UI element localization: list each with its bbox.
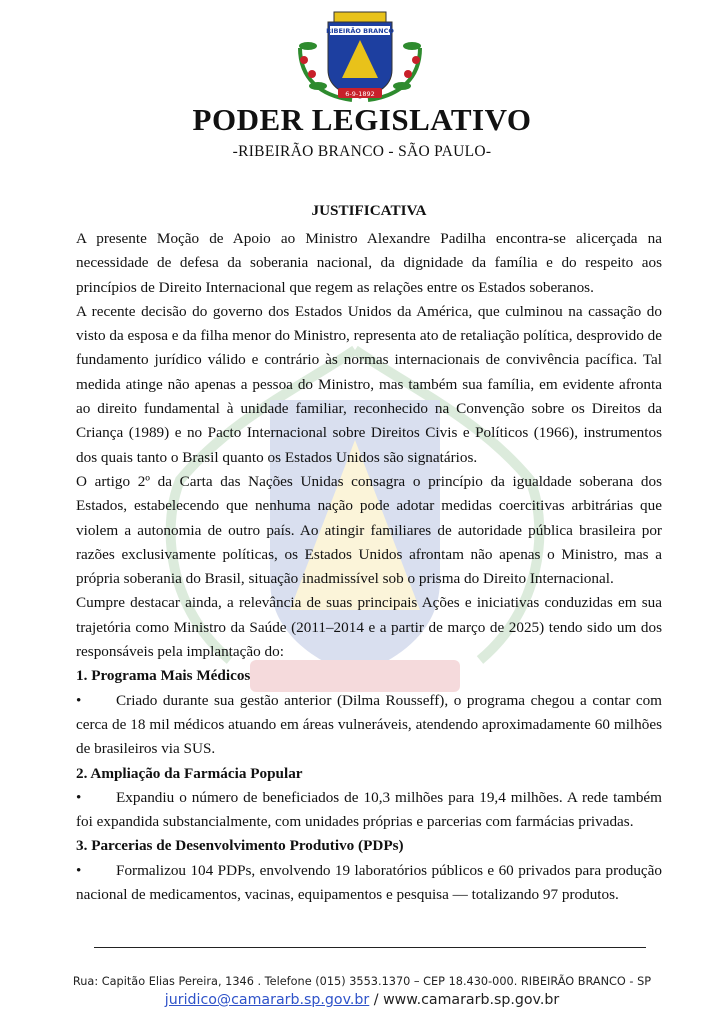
- email-link[interactable]: juridico@camararb.sp.gov.br: [164, 992, 370, 1008]
- section-title: 2. Ampliação da Farmácia Popular: [76, 764, 303, 782]
- footer-address: Rua: Capitão Elias Pereira, 1346 . Telefone (015) 3553.1370 – CEP 18.430-000. RIBEIRÃO BRANCO - SP: [72, 975, 652, 988]
- crest-date: 6-9-1892: [345, 90, 375, 98]
- section-title: 3. Parcerias de Desenvolvimento Produtivo (PDPs): [76, 837, 404, 855]
- bullet-mark: •: [76, 861, 82, 879]
- crest-logo: [290, 8, 430, 104]
- footer-separator: /: [369, 992, 384, 1008]
- org-title: PODER LEGISLATIVO: [192, 102, 532, 137]
- crest-banner-text: RIBEIRÃO BRANCO: [326, 27, 394, 35]
- org-subtitle: -RIBEIRÃO BRANCO - SÃO PAULO-: [232, 143, 492, 160]
- bullet-item: [76, 689, 662, 762]
- bullet-mark: •: [76, 788, 82, 806]
- bullet-item: [76, 859, 662, 908]
- footer-divider: [94, 947, 646, 948]
- paragraph: O artigo 2º da Carta das Nações Unidas consagra o princípio da igualdade soberana dos Estados, estabelecendo que nenhuma nação pode adotar medidas coercitivas arbitrárias que violem a autonomia de outro país. Ao atingir familiares de autoridade pública brasileira por razões exclusivamente políticas, os Estados Unidos afrontam não apenas o Ministro, mas a própria soberania do Brasil, situação inadmissível sob o prisma do Direito Internacional.: [76, 472, 662, 588]
- document-body: [76, 199, 662, 907]
- bullet-item: [76, 786, 662, 835]
- section-title: 1. Programa Mais Médicos: [76, 667, 251, 685]
- bullet-text: Formalizou 104 PDPs, envolvendo 19 laboratórios públicos e 60 privados para produção nacional de medicamentos, vacinas, equipamentos e pesquisa — totalizando 97 produtos.: [76, 861, 662, 904]
- footer-links: [0, 992, 724, 1008]
- paragraph: Cumpre destacar ainda, a relevância de suas principais Ações e iniciativas conduzidas em sua trajetória como Ministro da Saúde (2011–2014 e a partir de março de 2025) tendo sido um dos responsáveis pela implantação do:: [76, 594, 662, 661]
- bullet-text: Criado durante sua gestão anterior (Dilma Rousseff), o programa chegou a contar com cerca de 18 mil médicos atuando em áreas vulneráveis, atendendo aproximadamente 60 milhões de brasileiros via SUS.: [76, 691, 662, 758]
- document-heading: JUSTIFICATIVA: [311, 202, 427, 219]
- paragraph: A recente decisão do governo dos Estados Unidos da América, que culminou na cassação do visto da esposa e da filha menor do Ministro, representa ato de retaliação política, desprovido de fundamento jurídico válido e contrário às normas internacionais de convivência pacífica. Tal medida atinge não apenas a pessoa do Ministro, mas também sua família, em evidente afronta ao direito fundamental à unidade familiar, reconhecido na Convenção sobre os Direitos da Criança (1989) e no Pacto Internacional sobre Direitos Civis e Políticos (1966), instrumentos dos quais tanto o Brasil quanto os Estados Unidos são signatários.: [76, 302, 662, 466]
- paragraph: A presente Moção de Apoio ao Ministro Alexandre Padilha encontra-se alicerçada na necessidade de defesa da soberania nacional, da dignidade da família e do respeito aos princípios de Direito Internacional que regem as relações entre os Estados soberanos.: [76, 230, 662, 296]
- bullet-mark: •: [76, 691, 82, 709]
- website-link[interactable]: www.camararb.sp.gov.br: [383, 992, 560, 1008]
- bullet-text: Expandiu o número de beneficiados de 10,3 milhões para 19,4 milhões. A rede também foi expandida substancialmente, com unidades próprias e parcerias com farmácias privadas.: [76, 788, 662, 831]
